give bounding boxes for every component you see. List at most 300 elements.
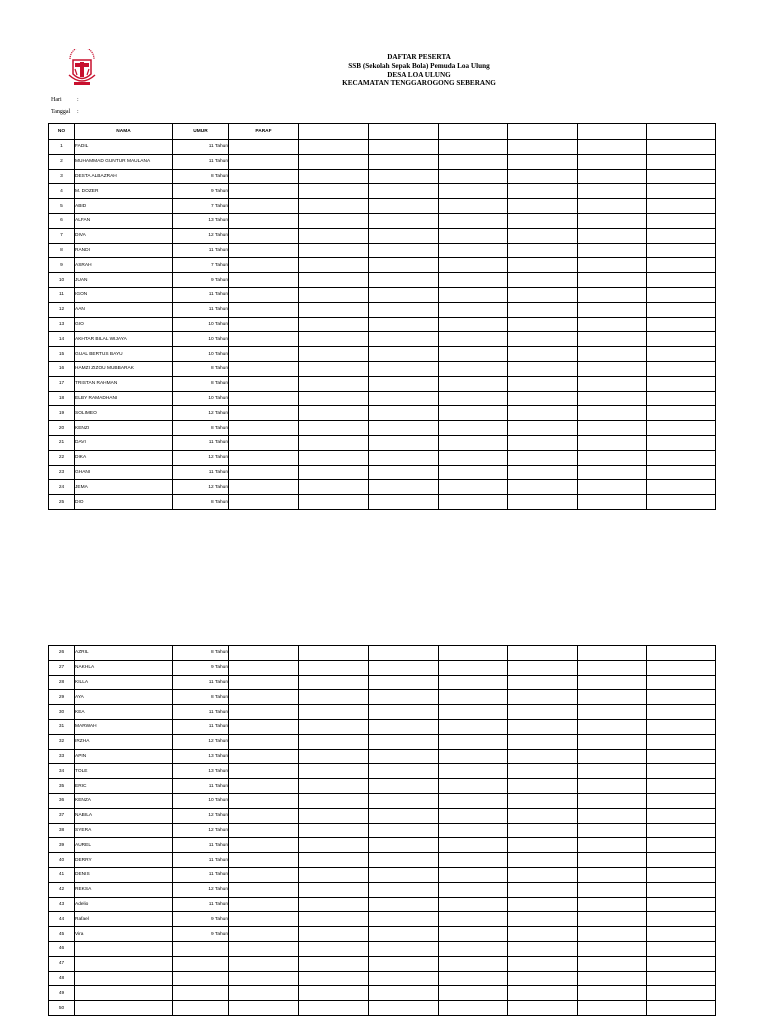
participant-name: AZRIL bbox=[75, 646, 173, 661]
table-row bbox=[49, 391, 716, 406]
paraf-cell bbox=[229, 376, 299, 391]
table-row bbox=[49, 243, 716, 258]
blank-cell bbox=[647, 719, 716, 734]
participant-age bbox=[173, 986, 229, 1001]
row-number: 35 bbox=[49, 779, 75, 794]
table-row bbox=[49, 258, 716, 273]
blank-cell bbox=[578, 986, 647, 1001]
participant-name: DIKA bbox=[75, 450, 173, 465]
participant-name: GHANI bbox=[75, 465, 173, 480]
participant-name: GUAL BERTUS BAYU bbox=[75, 347, 173, 362]
participant-age: 12 Tahun bbox=[173, 406, 229, 421]
blank-cell bbox=[439, 719, 508, 734]
participant-age: 11 Tahun bbox=[173, 719, 229, 734]
table-row bbox=[49, 660, 716, 675]
table-row bbox=[49, 764, 716, 779]
blank-cell bbox=[369, 376, 439, 391]
blank-cell bbox=[439, 480, 508, 495]
blank-cell bbox=[299, 361, 369, 376]
participant-name: ELBY RAMADHANI bbox=[75, 391, 173, 406]
blank-cell bbox=[299, 690, 369, 705]
blank-cell bbox=[369, 927, 439, 942]
column-header-blank bbox=[647, 124, 716, 140]
row-number: 12 bbox=[49, 302, 75, 317]
blank-cell bbox=[369, 199, 439, 214]
blank-cell bbox=[369, 838, 439, 853]
table-row bbox=[49, 927, 716, 942]
blank-cell bbox=[647, 734, 716, 749]
blank-cell bbox=[508, 435, 578, 450]
blank-cell bbox=[439, 1001, 508, 1016]
table-row bbox=[49, 465, 716, 480]
blank-cell bbox=[508, 690, 578, 705]
participant-name: REKSA bbox=[75, 882, 173, 897]
table-row bbox=[49, 376, 716, 391]
participant-name: DERRY bbox=[75, 853, 173, 868]
participant-name: AAN bbox=[75, 302, 173, 317]
participant-name: SYERA bbox=[75, 823, 173, 838]
blank-cell bbox=[508, 897, 578, 912]
blank-cell bbox=[647, 823, 716, 838]
blank-cell bbox=[508, 287, 578, 302]
tanggal-field bbox=[51, 109, 79, 115]
participant-age bbox=[173, 1001, 229, 1016]
blank-cell bbox=[578, 435, 647, 450]
blank-cell bbox=[508, 986, 578, 1001]
blank-cell bbox=[369, 734, 439, 749]
blank-cell bbox=[578, 450, 647, 465]
table-row bbox=[49, 808, 716, 823]
blank-cell bbox=[439, 867, 508, 882]
blank-cell bbox=[439, 361, 508, 376]
blank-cell bbox=[369, 986, 439, 1001]
blank-cell bbox=[578, 823, 647, 838]
blank-cell bbox=[439, 140, 508, 155]
participant-age: 12 Tahun bbox=[173, 882, 229, 897]
row-number: 18 bbox=[49, 391, 75, 406]
participant-age: 12 Tahun bbox=[173, 228, 229, 243]
row-number: 7 bbox=[49, 228, 75, 243]
blank-cell bbox=[299, 793, 369, 808]
blank-cell bbox=[439, 450, 508, 465]
blank-cell bbox=[299, 660, 369, 675]
blank-cell bbox=[508, 882, 578, 897]
blank-cell bbox=[299, 749, 369, 764]
blank-cell bbox=[369, 184, 439, 199]
blank-cell bbox=[299, 228, 369, 243]
row-number: 2 bbox=[49, 154, 75, 169]
paraf-cell bbox=[229, 734, 299, 749]
table-row bbox=[49, 823, 716, 838]
row-number: 48 bbox=[49, 971, 75, 986]
paraf-cell bbox=[229, 779, 299, 794]
blank-cell bbox=[369, 361, 439, 376]
participant-age: 13 Tahun bbox=[173, 749, 229, 764]
paraf-cell bbox=[229, 853, 299, 868]
participant-name: Vira bbox=[75, 927, 173, 942]
blank-cell bbox=[647, 317, 716, 332]
participant-name: MARWAH bbox=[75, 719, 173, 734]
blank-cell bbox=[647, 1001, 716, 1016]
blank-cell bbox=[508, 450, 578, 465]
blank-cell bbox=[508, 675, 578, 690]
blank-cell bbox=[508, 480, 578, 495]
blank-cell bbox=[578, 465, 647, 480]
participant-name: IRZHA bbox=[75, 734, 173, 749]
table-row bbox=[49, 450, 716, 465]
blank-cell bbox=[578, 897, 647, 912]
blank-cell bbox=[439, 793, 508, 808]
blank-cell bbox=[439, 986, 508, 1001]
blank-cell bbox=[369, 1001, 439, 1016]
blank-cell bbox=[439, 435, 508, 450]
participant-age: 11 Tahun bbox=[173, 140, 229, 155]
table-row bbox=[49, 287, 716, 302]
blank-cell bbox=[299, 719, 369, 734]
paraf-cell bbox=[229, 1001, 299, 1016]
blank-cell bbox=[439, 853, 508, 868]
row-number: 41 bbox=[49, 867, 75, 882]
row-number: 19 bbox=[49, 406, 75, 421]
paraf-cell bbox=[229, 823, 299, 838]
blank-cell bbox=[508, 734, 578, 749]
table-row bbox=[49, 317, 716, 332]
blank-cell bbox=[369, 971, 439, 986]
blank-cell bbox=[508, 169, 578, 184]
blank-cell bbox=[369, 287, 439, 302]
row-number: 26 bbox=[49, 646, 75, 661]
participant-age: 11 Tahun bbox=[173, 867, 229, 882]
table-row bbox=[49, 853, 716, 868]
blank-cell bbox=[578, 719, 647, 734]
blank-cell bbox=[508, 421, 578, 436]
blank-cell bbox=[299, 705, 369, 720]
blank-cell bbox=[508, 956, 578, 971]
table-row bbox=[49, 690, 716, 705]
paraf-cell bbox=[229, 361, 299, 376]
participant-age: 10 Tahun bbox=[173, 793, 229, 808]
participant-name: ERIC bbox=[75, 779, 173, 794]
participant-name: DENIS bbox=[75, 867, 173, 882]
blank-cell bbox=[369, 956, 439, 971]
participant-name: ASRAH bbox=[75, 258, 173, 273]
table-row bbox=[49, 793, 716, 808]
blank-cell bbox=[439, 465, 508, 480]
paraf-cell bbox=[229, 228, 299, 243]
participant-name: JEMA bbox=[75, 480, 173, 495]
blank-cell bbox=[578, 882, 647, 897]
table-row bbox=[49, 882, 716, 897]
blank-cell bbox=[299, 465, 369, 480]
blank-cell bbox=[508, 243, 578, 258]
blank-cell bbox=[299, 450, 369, 465]
blank-cell bbox=[299, 480, 369, 495]
blank-cell bbox=[439, 169, 508, 184]
blank-cell bbox=[647, 480, 716, 495]
blank-cell bbox=[439, 971, 508, 986]
paraf-cell bbox=[229, 199, 299, 214]
blank-cell bbox=[647, 646, 716, 661]
row-number: 38 bbox=[49, 823, 75, 838]
table-row bbox=[49, 199, 716, 214]
column-header-blank bbox=[578, 124, 647, 140]
row-number: 29 bbox=[49, 690, 75, 705]
paraf-cell bbox=[229, 927, 299, 942]
row-number: 22 bbox=[49, 450, 75, 465]
blank-cell bbox=[578, 258, 647, 273]
participant-age: 12 Tahun bbox=[173, 808, 229, 823]
participant-name: Rafael bbox=[75, 912, 173, 927]
participant-age: 11 Tahun bbox=[173, 838, 229, 853]
blank-cell bbox=[369, 243, 439, 258]
paraf-cell bbox=[229, 213, 299, 228]
row-number: 37 bbox=[49, 808, 75, 823]
blank-cell bbox=[508, 213, 578, 228]
blank-cell bbox=[578, 480, 647, 495]
table-row bbox=[49, 140, 716, 155]
blank-cell bbox=[578, 779, 647, 794]
table-row bbox=[49, 228, 716, 243]
blank-cell bbox=[647, 675, 716, 690]
blank-cell bbox=[578, 764, 647, 779]
row-number: 4 bbox=[49, 184, 75, 199]
participant-age: 9 Tahun bbox=[173, 184, 229, 199]
participant-name: JUAN bbox=[75, 273, 173, 288]
participant-name: TOLE bbox=[75, 764, 173, 779]
paraf-cell bbox=[229, 719, 299, 734]
row-number: 13 bbox=[49, 317, 75, 332]
blank-cell bbox=[369, 273, 439, 288]
blank-cell bbox=[439, 154, 508, 169]
blank-cell bbox=[299, 184, 369, 199]
blank-cell bbox=[299, 1001, 369, 1016]
paraf-cell bbox=[229, 347, 299, 362]
paraf-cell bbox=[229, 391, 299, 406]
participant-age: 11 Tahun bbox=[173, 675, 229, 690]
blank-cell bbox=[647, 199, 716, 214]
blank-cell bbox=[578, 808, 647, 823]
blank-cell bbox=[439, 243, 508, 258]
blank-cell bbox=[578, 140, 647, 155]
participant-age: 10 Tahun bbox=[173, 391, 229, 406]
participant-age: 8 Tahun bbox=[173, 361, 229, 376]
participant-name: DESTA ALBAZRAH bbox=[75, 169, 173, 184]
blank-cell bbox=[647, 705, 716, 720]
paraf-cell bbox=[229, 808, 299, 823]
table-row bbox=[49, 302, 716, 317]
blank-cell bbox=[439, 646, 508, 661]
blank-cell bbox=[647, 376, 716, 391]
row-number: 45 bbox=[49, 927, 75, 942]
participant-name: KENZI bbox=[75, 421, 173, 436]
blank-cell bbox=[299, 853, 369, 868]
blank-cell bbox=[508, 317, 578, 332]
participant-age: 8 Tahun bbox=[173, 169, 229, 184]
participant-name: IGON bbox=[75, 287, 173, 302]
participant-age: 11 Tahun bbox=[173, 779, 229, 794]
blank-cell bbox=[578, 184, 647, 199]
tanggal-label: Tanggal bbox=[51, 109, 71, 115]
participant-name bbox=[75, 956, 173, 971]
blank-cell bbox=[578, 169, 647, 184]
blank-cell bbox=[578, 347, 647, 362]
paraf-cell bbox=[229, 690, 299, 705]
blank-cell bbox=[369, 332, 439, 347]
table-row bbox=[49, 347, 716, 362]
blank-cell bbox=[647, 302, 716, 317]
blank-cell bbox=[647, 361, 716, 376]
participant-name: ABID bbox=[75, 199, 173, 214]
participant-name bbox=[75, 941, 173, 956]
blank-cell bbox=[299, 169, 369, 184]
blank-cell bbox=[369, 302, 439, 317]
blank-cell bbox=[508, 495, 578, 510]
blank-cell bbox=[299, 779, 369, 794]
blank-cell bbox=[508, 793, 578, 808]
blank-cell bbox=[439, 199, 508, 214]
row-number: 6 bbox=[49, 213, 75, 228]
blank-cell bbox=[647, 273, 716, 288]
blank-cell bbox=[647, 332, 716, 347]
blank-cell bbox=[369, 823, 439, 838]
blank-cell bbox=[439, 838, 508, 853]
blank-cell bbox=[299, 867, 369, 882]
blank-cell bbox=[439, 675, 508, 690]
blank-cell bbox=[578, 956, 647, 971]
blank-cell bbox=[369, 347, 439, 362]
row-number: 14 bbox=[49, 332, 75, 347]
row-number: 5 bbox=[49, 199, 75, 214]
blank-cell bbox=[439, 705, 508, 720]
paraf-cell bbox=[229, 154, 299, 169]
participant-age: 9 Tahun bbox=[173, 927, 229, 942]
blank-cell bbox=[578, 406, 647, 421]
blank-cell bbox=[508, 646, 578, 661]
blank-cell bbox=[299, 376, 369, 391]
blank-cell bbox=[508, 808, 578, 823]
column-header-nama: NAMA bbox=[75, 124, 173, 140]
blank-cell bbox=[508, 912, 578, 927]
blank-cell bbox=[369, 808, 439, 823]
blank-cell bbox=[508, 273, 578, 288]
table-row bbox=[49, 421, 716, 436]
blank-cell bbox=[439, 764, 508, 779]
row-number: 9 bbox=[49, 258, 75, 273]
blank-cell bbox=[647, 764, 716, 779]
blank-cell bbox=[299, 971, 369, 986]
paraf-cell bbox=[229, 495, 299, 510]
blank-cell bbox=[647, 169, 716, 184]
row-number: 27 bbox=[49, 660, 75, 675]
blank-cell bbox=[369, 228, 439, 243]
row-number: 1 bbox=[49, 140, 75, 155]
participant-age: 12 Tahun bbox=[173, 480, 229, 495]
row-number: 21 bbox=[49, 435, 75, 450]
hari-label: Hari bbox=[51, 97, 62, 103]
participant-age: 11 Tahun bbox=[173, 287, 229, 302]
participant-name: SOLIMEO bbox=[75, 406, 173, 421]
paraf-cell bbox=[229, 480, 299, 495]
blank-cell bbox=[439, 941, 508, 956]
blank-cell bbox=[508, 258, 578, 273]
column-header-umur: UMUR bbox=[173, 124, 229, 140]
participant-name bbox=[75, 971, 173, 986]
blank-cell bbox=[578, 705, 647, 720]
blank-cell bbox=[578, 1001, 647, 1016]
row-number: 33 bbox=[49, 749, 75, 764]
table-row bbox=[49, 184, 716, 199]
blank-cell bbox=[299, 956, 369, 971]
blank-cell bbox=[439, 495, 508, 510]
row-number: 39 bbox=[49, 838, 75, 853]
participant-age: 11 Tahun bbox=[173, 154, 229, 169]
table-row bbox=[49, 749, 716, 764]
participant-age: 7 Tahun bbox=[173, 258, 229, 273]
blank-cell bbox=[508, 927, 578, 942]
participant-age: 8 Tahun bbox=[173, 495, 229, 510]
blank-cell bbox=[299, 495, 369, 510]
blank-cell bbox=[647, 793, 716, 808]
blank-cell bbox=[299, 764, 369, 779]
blank-cell bbox=[647, 853, 716, 868]
blank-cell bbox=[578, 391, 647, 406]
blank-cell bbox=[299, 243, 369, 258]
blank-cell bbox=[299, 258, 369, 273]
blank-cell bbox=[647, 749, 716, 764]
paraf-cell bbox=[229, 897, 299, 912]
table-row bbox=[49, 406, 716, 421]
participant-age: 11 Tahun bbox=[173, 465, 229, 480]
blank-cell bbox=[439, 391, 508, 406]
participant-age: 12 Tahun bbox=[173, 734, 229, 749]
blank-cell bbox=[439, 823, 508, 838]
table-row bbox=[49, 867, 716, 882]
header-district: KECAMATAN TENGGAROGONG SEBERANG bbox=[342, 79, 496, 88]
blank-cell bbox=[439, 897, 508, 912]
row-number: 46 bbox=[49, 941, 75, 956]
participant-name: NABILA bbox=[75, 808, 173, 823]
blank-cell bbox=[508, 823, 578, 838]
blank-cell bbox=[369, 450, 439, 465]
row-number: 50 bbox=[49, 1001, 75, 1016]
blank-cell bbox=[508, 332, 578, 347]
participant-rows bbox=[49, 646, 716, 1016]
column-header-blank bbox=[439, 124, 508, 140]
paraf-cell bbox=[229, 705, 299, 720]
participant-name bbox=[75, 1001, 173, 1016]
blank-cell bbox=[508, 199, 578, 214]
paraf-cell bbox=[229, 435, 299, 450]
blank-cell bbox=[508, 184, 578, 199]
blank-cell bbox=[439, 302, 508, 317]
paraf-cell bbox=[229, 465, 299, 480]
paraf-cell bbox=[229, 941, 299, 956]
blank-cell bbox=[439, 213, 508, 228]
blank-cell bbox=[369, 764, 439, 779]
participant-age: 7 Tahun bbox=[173, 199, 229, 214]
row-number: 24 bbox=[49, 480, 75, 495]
participant-age: 8 Tahun bbox=[173, 646, 229, 661]
paraf-cell bbox=[229, 675, 299, 690]
blank-cell bbox=[647, 347, 716, 362]
blank-cell bbox=[578, 376, 647, 391]
blank-cell bbox=[439, 184, 508, 199]
table-row bbox=[49, 495, 716, 510]
participant-table-page-1 bbox=[48, 123, 716, 510]
paraf-cell bbox=[229, 749, 299, 764]
blank-cell bbox=[369, 435, 439, 450]
table-row bbox=[49, 956, 716, 971]
